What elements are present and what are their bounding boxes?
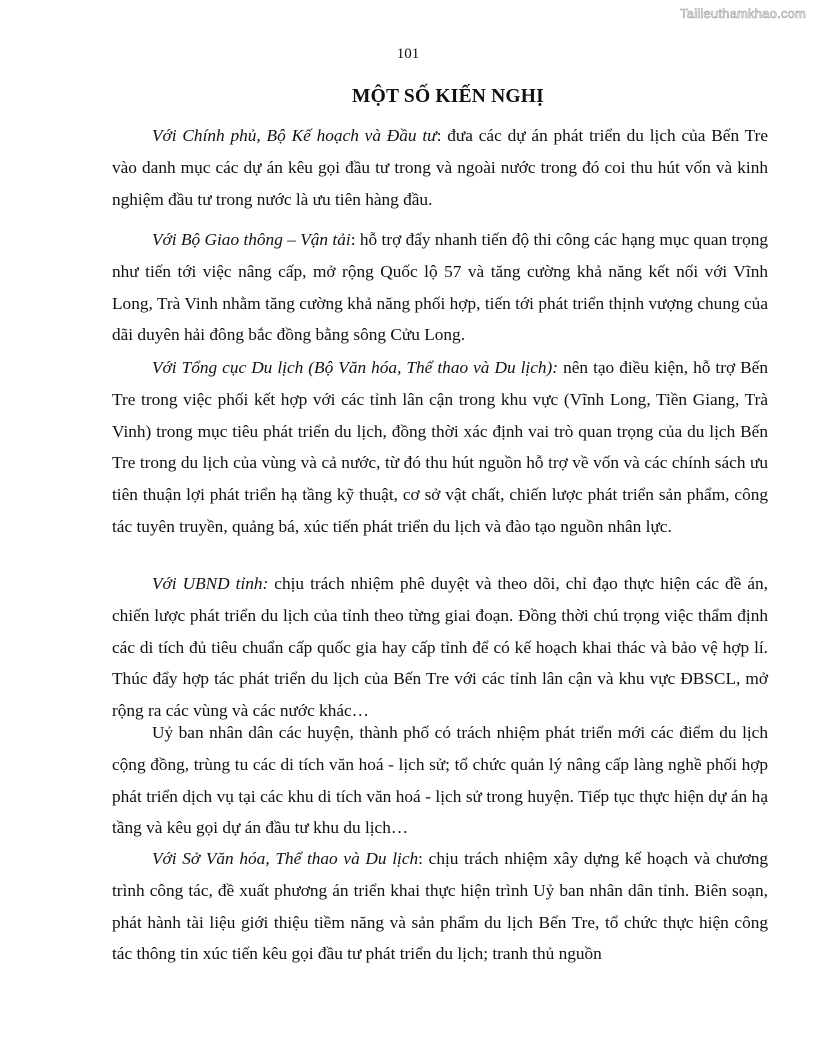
paragraph-so-van-hoa [112,843,768,970]
page-title: MỘT SỐ KIẾN NGHỊ [352,86,544,107]
paragraph-lead: Với UBND tỉnh: [152,574,269,593]
paragraph-body: : đưa các dự án phát triển du lịch của Bến Tre vào danh mục các dự án kêu gọi đầu tư trong và ngoài nước trong đó coi thu hút vốn và kinh nghiệm đầu tư trong nước là ưu tiên hàng đầu. [112,126,768,209]
paragraph-body: chịu trách nhiệm phê duyệt và theo dõi, chỉ đạo thực hiện các đề án, chiến lược phát triển du lịch của tỉnh theo từng giai đoạn. Đồng thời chú trọng việc thẩm định các di tích đủ tiêu chuẩn cấp quốc gia hay cấp tỉnh để có kế hoạch khai thác và bảo vệ hợp lí. Thúc đẩy hợp tác phát triển du lịch của Bến Tre với các tỉnh lân cận và khu vực ĐBSCL, mở rộng ra các vùng và các nước khác… [112,574,768,721]
page-number: 101 [396,46,420,62]
paragraph-lead: Với Chính phủ, Bộ Kế hoạch và Đầu tư [152,126,437,145]
paragraph-lead: Với Bộ Giao thông – Vận tải [152,230,351,249]
paragraph-bo-giao-thong [112,224,768,351]
paragraph-ubnd-huyen [112,717,768,844]
paragraph-tong-cuc-du-lich [112,352,768,543]
paragraph-body: : hỗ trợ đẩy nhanh tiến độ thi công các hạng mục quan trọng như tiến tới việc nâng cấp, mở rộng Quốc lộ 57 và tăng cường khả năng kết nối với Vĩnh Long, Trà Vinh nhằm tăng cường khả năng phối hợp, tiến tới phát triển thịnh vượng chung của dãi duyên hải đông bắc đồng bằng sông Cửu Long. [112,230,768,345]
paragraph-body: nên tạo điều kiện, hỗ trợ Bến Tre trong việc phối kết hợp với các tỉnh lân cận trong khu vực (Vĩnh Long, Tiền Giang, Trà Vinh) trong mục tiêu phát triển du lịch, đồng thời xác định vai trò quan trọng của du lịch Bến Tre trong du lịch của vùng và cả nước, từ đó thu hút nguồn hỗ trợ về vốn và các chính sách ưu tiên thuận lợi phát triển hạ tầng kỹ thuật, cơ sở vật chất, chiến lược phát triển sản phẩm, công tác tuyên truyền, quảng bá, xúc tiến phát triển du lịch và đào tạo nguồn nhân lực. [112,358,768,536]
watermark: Tailieuthamkhao.com [680,6,806,21]
paragraph-ubnd-tinh [112,568,768,727]
paragraph-body: Uỷ ban nhân dân các huyện, thành phố có trách nhiệm phát triển mới các điểm du lịch cộng đồng, trùng tu các di tích văn hoá - lịch sử; tổ chức quản lý nâng cấp làng nghề phối hợp phát triển dịch vụ tại các khu di tích văn hoá - lịch sử trong huyện. Tiếp tục thực hiện dự án hạ tầng và kêu gọi dự án đầu tư khu du lịch… [112,723,768,838]
paragraph-chinh-phu [112,120,768,215]
paragraph-body: : chịu trách nhiệm xây dựng kế hoạch và chương trình công tác, đề xuất phương án triển khai thực hiện trình Uỷ ban nhân dân tỉnh. Biên soạn, phát hành tài liệu giới thiệu tiềm năng và sản phẩm du lịch Bến Tre, tổ chức thực hiện công tác thông tin xúc tiến kêu gọi đầu tư phát triển du lịch; tranh thủ nguồn [112,849,769,964]
paragraph-lead: Với Sở Văn hóa, Thể thao và Du lịch [152,849,419,868]
paragraph-lead: Với Tổng cục Du lịch (Bộ Văn hóa, Thể thao và Du lịch): [152,358,559,377]
